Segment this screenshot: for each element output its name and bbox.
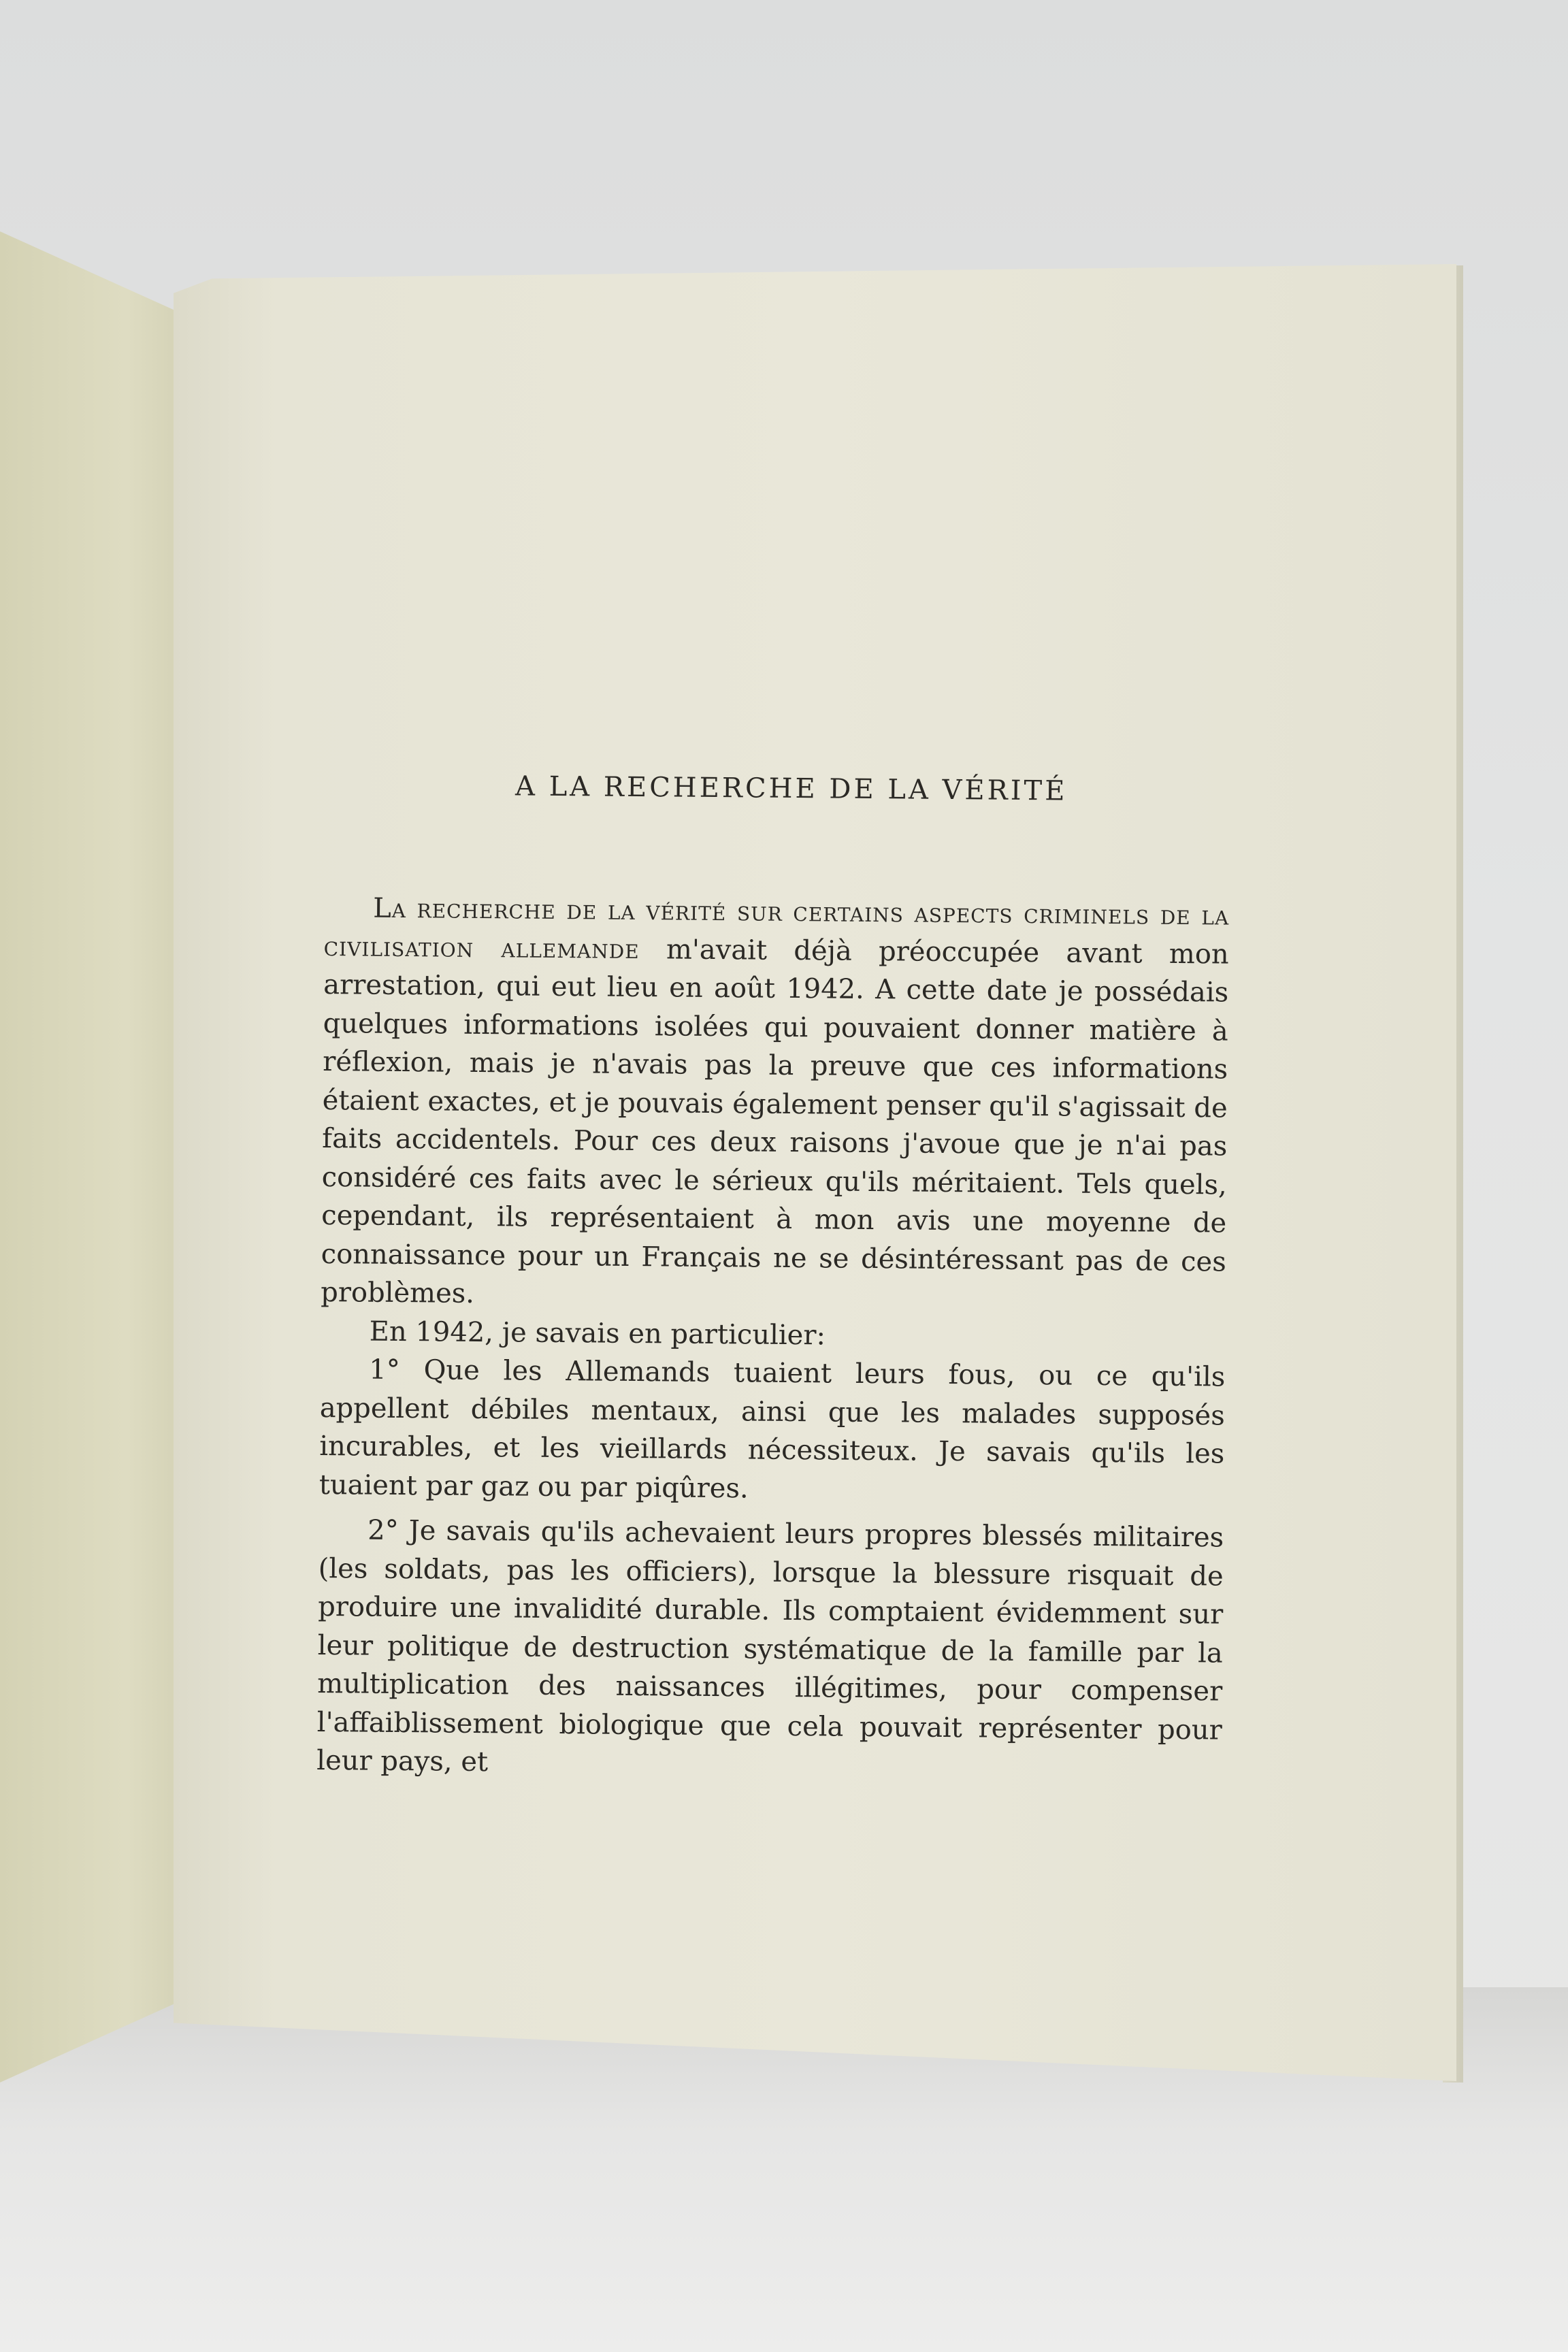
paragraph-text: m'avait déjà préoccupée avant mon arrestation, qui eut lieu en août 1942. A cette date je possédais quelques informations isolées qui pouvaient donner matière à réflexion, mais je n'avais pas la preuve que ces informations étaient exactes, et je pouvais également penser qu'il s'agissait de faits accidentels. Pour ces deux raisons j'avoue que je n'ai pas considéré ces faits avec le sérieux qu'ils méritaient. Tels quels, cependant, ils représentaient à mon avis une moyenne de connaissance pour un Français ne se désintéressant pas de ces problèmes. — [321, 933, 1229, 1309]
paragraph-1 — [321, 889, 1229, 1320]
page-text — [316, 769, 1230, 1788]
paragraph-3: 1° Que les Allemands tuaient leurs fous, ou ce qu'ils appellent débiles mentaux, ainsi que les malades supposés incurables, et les vieillards nécessiteux. Je savais qu'ils les tuaient par gaz ou par piqûres. — [318, 1354, 1226, 1504]
paragraph-4: 2° Je savais qu'ils achevaient leurs propres blessés militaires (les soldats, pas les officiers), lorsque la blessure risquait de produire une invalidité durable. Ils comptaient évidemment sur leur politique de destruction systématique de la famille par la multiplication des naissances illégitimes, pour compenser l'affaiblissement biologique que cela pouvait représenter pour leur pays, et — [316, 1514, 1224, 1778]
chapter-title: A LA RECHERCHE DE LA VÉRITÉ — [514, 770, 1068, 807]
paragraph-2: En 1942, je savais en particulier: — [369, 1316, 826, 1351]
paragraph-lead: La recherche de la vérité sur certains aspects criminels de la civilisation allemande — [323, 892, 1230, 965]
